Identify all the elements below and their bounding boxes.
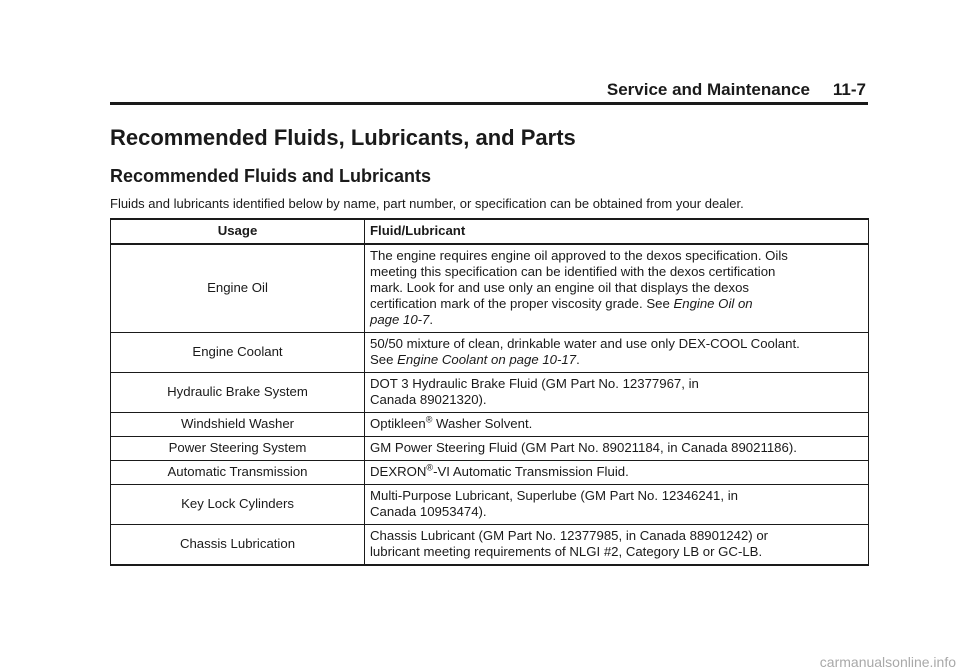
fluids-table: [110, 218, 869, 566]
table-row: [111, 461, 869, 485]
fluid-text: DEXRON: [370, 464, 427, 479]
table-row: [111, 485, 869, 525]
usage-cell: Engine Oil: [111, 244, 365, 333]
usage-cell: Hydraulic Brake System: [111, 373, 365, 413]
fluid-cell: [365, 461, 869, 485]
fluid-text: certification mark of the proper viscosity grade. See: [370, 296, 674, 311]
fluid-cell: [365, 373, 869, 413]
usage-cell: Power Steering System: [111, 437, 365, 461]
fluid-cell: [365, 485, 869, 525]
table-row: [111, 525, 869, 566]
registered-mark: ®: [425, 414, 433, 425]
fluid-text: .: [429, 312, 434, 327]
fluid-text-line: [370, 352, 863, 368]
page-header: [110, 80, 868, 105]
fluid-text: Washer Solvent.: [432, 416, 533, 431]
fluid-text-line: [370, 312, 863, 328]
fluid-text-line: The engine requires engine oil approved to the dexos specification. Oils: [370, 248, 788, 263]
usage-column-header: Usage: [111, 219, 365, 244]
page-reference-link[interactable]: Engine Coolant on page 10-17: [397, 352, 577, 367]
page-reference-link[interactable]: page 10-7: [370, 312, 430, 327]
fluid-text-line: meeting this specification can be identified with the dexos certification: [370, 264, 776, 279]
usage-cell: Key Lock Cylinders: [111, 485, 365, 525]
fluid-cell: [365, 413, 869, 437]
fluid-text-line: [370, 296, 863, 312]
registered-mark: ®: [426, 462, 434, 473]
fluid-text-line: Multi-Purpose Lubricant, Superlube (GM Part No. 12346241, in: [370, 488, 738, 503]
usage-cell: Windshield Washer: [111, 413, 365, 437]
fluid-text-line: Canada 89021320).: [370, 392, 487, 407]
fluid-cell: [365, 525, 869, 566]
page-title: Recommended Fluids, Lubricants, and Parts: [110, 125, 576, 150]
fluid-text: See: [370, 352, 398, 367]
intro-text: Fluids and lubricants identified below by name, part number, or specification can be obtained from your dealer.: [110, 196, 744, 211]
table-row: [111, 437, 869, 461]
fluid-text: .: [576, 352, 580, 367]
fluid-text: -VI Automatic Transmission Fluid.: [433, 464, 629, 479]
fluid-text-line: lubricant meeting requirements of NLGI #2, Category LB or GC-LB.: [370, 544, 763, 559]
table-row: [111, 244, 869, 333]
page-reference-link[interactable]: Engine Oil on: [673, 296, 753, 311]
fluid-text: Optikleen: [370, 416, 426, 431]
table-row: [111, 413, 869, 437]
table-header-row: [111, 219, 869, 244]
fluid-text-line: mark. Look for and use only an engine oil that displays the dexos: [370, 280, 750, 295]
watermark: carmanualsonline.info: [819, 654, 956, 670]
fluid-text-line: Chassis Lubricant (GM Part No. 12377985, in Canada 88901242) or: [370, 528, 769, 543]
table-row: [111, 333, 869, 373]
section-subtitle: Recommended Fluids and Lubricants: [110, 166, 432, 186]
fluid-text-line: 50/50 mixture of clean, drinkable water and use only DEX-COOL Coolant.: [370, 336, 800, 351]
fluid-cell: [365, 333, 869, 373]
fluid-column-header: Fluid/Lubricant: [365, 219, 869, 244]
usage-cell: Engine Coolant: [111, 333, 365, 373]
fluid-cell: GM Power Steering Fluid (GM Part No. 89021184, in Canada 89021186).: [365, 437, 869, 461]
fluid-text-line: Canada 10953474).: [370, 504, 487, 519]
section-title: Service and Maintenance: [606, 80, 810, 99]
usage-cell: Chassis Lubrication: [111, 525, 365, 566]
fluid-text-line: DOT 3 Hydraulic Brake Fluid (GM Part No. 12377967, in: [370, 376, 699, 391]
usage-cell: Automatic Transmission: [111, 461, 365, 485]
table-row: [111, 373, 869, 413]
page-number: 11-7: [832, 80, 866, 99]
fluid-cell: [365, 244, 869, 333]
